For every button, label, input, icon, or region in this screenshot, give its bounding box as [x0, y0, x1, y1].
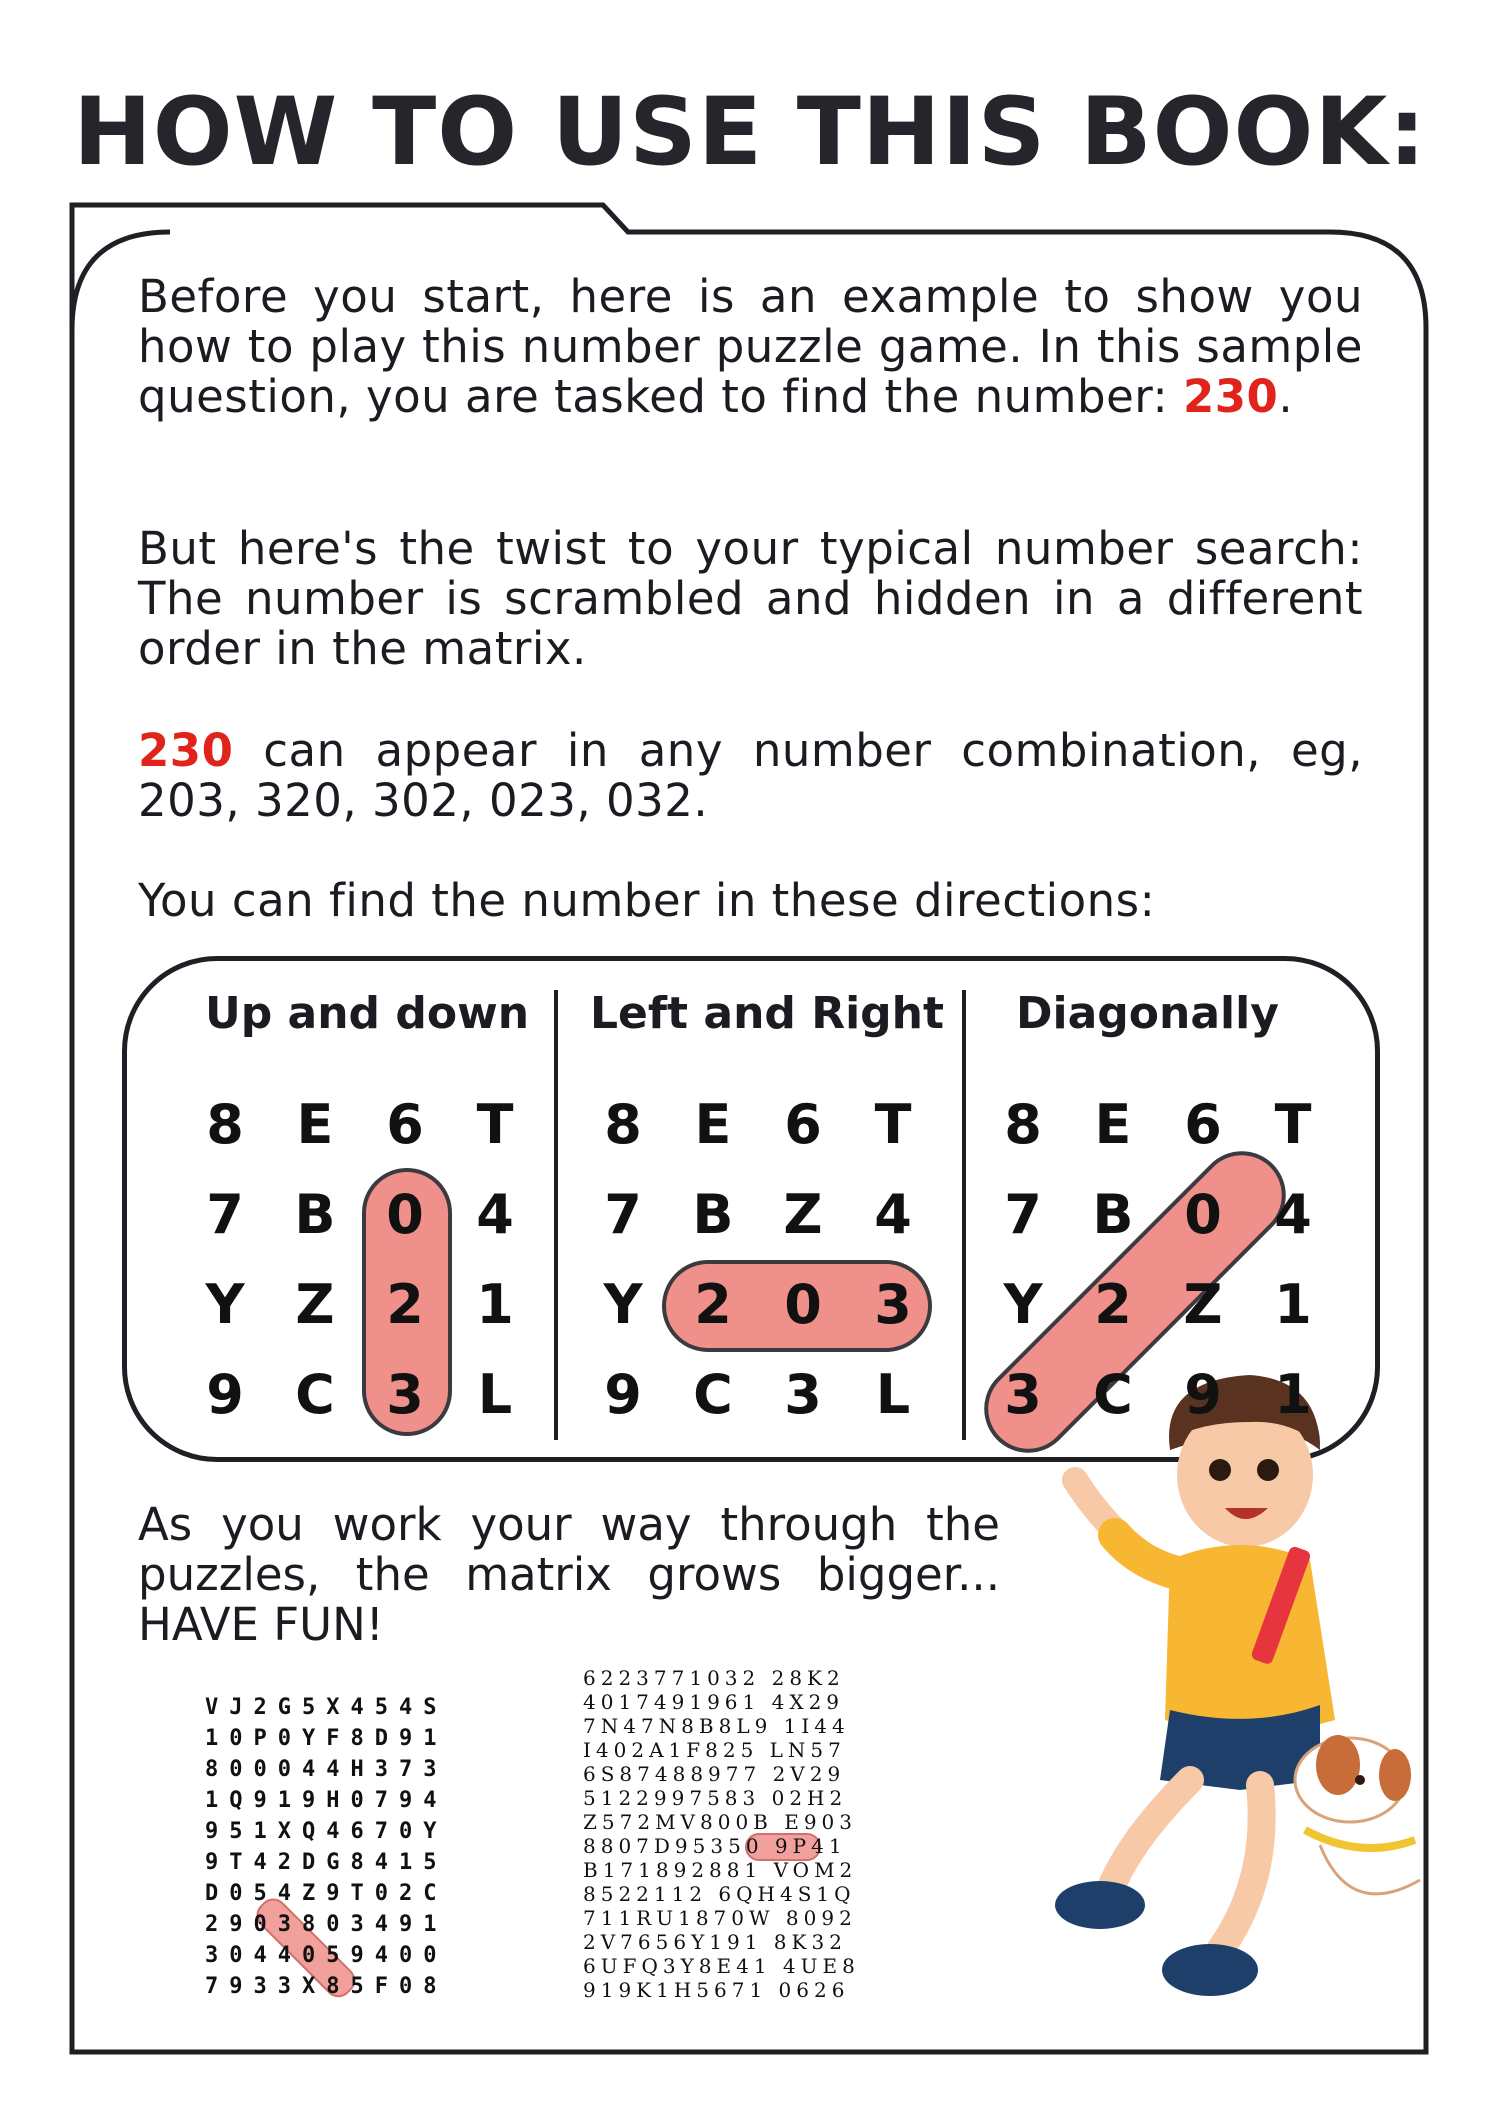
matrix-row: 2V7656Y191 8K32	[583, 1930, 847, 1954]
grid-cell: 1	[1274, 1363, 1312, 1426]
grid-cell: B	[294, 1183, 336, 1246]
grid-cell: 7	[604, 1183, 642, 1246]
grid-cell: 3	[386, 1363, 424, 1426]
grid-cell: T	[476, 1093, 514, 1156]
matrix-row: 6UFQ3Y8E41 4UE8	[583, 1954, 860, 1978]
grid-cell: E	[296, 1093, 334, 1156]
matrix-row: Z572MV800B E903	[583, 1810, 857, 1834]
matrix-row: 3044059400	[205, 1943, 448, 1968]
matrix-row: 800044H373	[205, 1757, 448, 1782]
grid-cell: E	[1094, 1093, 1132, 1156]
grid-cell: Z	[295, 1273, 335, 1336]
grid-cell: 4	[1274, 1183, 1312, 1246]
matrix-row: 9T42DG8415	[205, 1850, 448, 1875]
matrix-row: 5122997583 02H2	[583, 1786, 848, 1810]
grid-cell: 2	[1094, 1273, 1132, 1336]
matrix-row: 6S87488977 2V29	[583, 1762, 846, 1786]
grid-cell: 9	[206, 1363, 244, 1426]
twist-paragraph: But here's the twist to your typical number search: The number is scrambled and hidden in a different order in the matrix.	[138, 522, 1363, 675]
grid-cell: 9	[604, 1363, 642, 1426]
large-matrix	[583, 1666, 860, 2002]
matrix-row: 951XQ4670Y	[205, 1819, 448, 1844]
grid-cell: T	[1274, 1093, 1312, 1156]
grid-cell: 3	[784, 1363, 822, 1426]
divider-2	[962, 990, 966, 1440]
matrix-row: 8522112 6QH4S1Q	[583, 1882, 856, 1906]
grid-cell: 8	[206, 1093, 244, 1156]
matrix-row: 10P0YF8D91	[205, 1726, 448, 1751]
grid-cell: Z	[783, 1183, 823, 1246]
heading-up-down: Up and down	[205, 988, 530, 1039]
matrix-row: 7N47N8B8L9 1I44	[583, 1714, 850, 1738]
grid-cell: 6	[1184, 1093, 1222, 1156]
combo-target: 230	[138, 724, 234, 777]
boy-and-dog-illustration	[1020, 1360, 1440, 2020]
grid-cell: 9	[1184, 1363, 1222, 1426]
grid-cell: 2	[694, 1273, 732, 1336]
grid-cell: 7	[1004, 1183, 1042, 1246]
intro-paragraph	[138, 272, 1363, 422]
grid-cell: Y	[205, 1273, 245, 1336]
matrix-row: 8807D95350 9P41	[583, 1834, 847, 1858]
matrix-row: I402A1F825 LN57	[583, 1738, 846, 1762]
grid-cell: L	[875, 1363, 911, 1426]
intro-end: .	[1278, 370, 1294, 423]
grid-cell: C	[693, 1363, 733, 1426]
grid-cell: 3	[1004, 1363, 1042, 1426]
grid-cell: L	[477, 1363, 513, 1426]
matrix-row: VJ2G5X454S	[205, 1695, 448, 1720]
grid-cell: 6	[386, 1093, 424, 1156]
matrix-row: 7933X85F08	[205, 1974, 448, 1999]
grid-cell: 2	[386, 1273, 424, 1336]
intro-text: Before you start, here is an example to show you how to play this number puzzle game. In this sample question, you are tasked to find the number:	[138, 270, 1363, 423]
matrix-row: 1Q919H0794	[205, 1788, 448, 1813]
page-title: HOW TO USE THIS BOOK:	[73, 78, 1427, 187]
grid-cell: 8	[1004, 1093, 1042, 1156]
grid-cell: Y	[1003, 1273, 1043, 1336]
matrix-row: 711RU1870W 8092	[583, 1906, 857, 1930]
grid-cell: 4	[476, 1183, 514, 1246]
grid-cell: B	[692, 1183, 734, 1246]
grid-cell: 4	[874, 1183, 912, 1246]
grid-cell: 3	[874, 1273, 912, 1336]
small-matrix	[205, 1692, 447, 2002]
grid-cell: 0	[1184, 1183, 1222, 1246]
combo-text: can appear in any number combination, eg, 203, 320, 302, 023, 032.	[138, 724, 1363, 827]
grid-cell: E	[694, 1093, 732, 1156]
directions-intro: You can find the number in these directions:	[138, 874, 1156, 927]
grid-cell: 6	[784, 1093, 822, 1156]
heading-left-right: Left and Right	[590, 988, 945, 1039]
matrix-row: B171892881 VOM2	[583, 1858, 858, 1882]
grid-cell: Y	[603, 1273, 643, 1336]
matrix-row: D054Z9T02C	[205, 1881, 448, 1906]
grid-cell: 1	[476, 1273, 514, 1336]
grid-cell: C	[1093, 1363, 1133, 1426]
target-number: 230	[1182, 370, 1279, 423]
grid-cell: T	[874, 1093, 912, 1156]
grid-cell: 0	[784, 1273, 822, 1336]
matrix-row: 4017491961 4X29	[583, 1690, 845, 1714]
divider-1	[554, 990, 558, 1440]
heading-diagonal: Diagonally	[1016, 988, 1279, 1039]
grid-cell: 1	[1274, 1273, 1312, 1336]
matrix-row: 2903803491	[205, 1912, 448, 1937]
matrix-row: 6223771032 28K2	[583, 1666, 845, 1690]
grid-cell: B	[1092, 1183, 1134, 1246]
grid-cell: 0	[386, 1183, 424, 1246]
closing-paragraph: As you work your way through the puzzles, the matrix grows bigger... HAVE FUN!	[138, 1498, 1000, 1651]
grid-cell: 8	[604, 1093, 642, 1156]
grid-cell: Z	[1183, 1273, 1223, 1336]
combo-paragraph	[138, 726, 1363, 826]
matrix-row: 919K1H5671 0626	[583, 1978, 850, 2002]
grid-cell: 7	[206, 1183, 244, 1246]
grid-cell: C	[295, 1363, 335, 1426]
